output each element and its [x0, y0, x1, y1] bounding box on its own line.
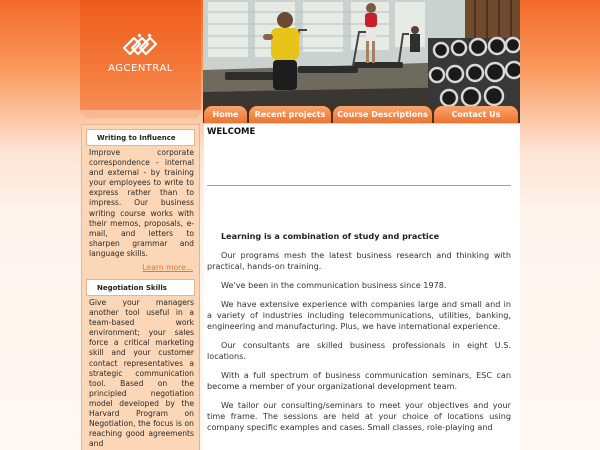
learn-more-link[interactable]: Learn more...: [142, 263, 193, 272]
nav-tab-contact-us[interactable]: Contact Us: [434, 106, 518, 123]
divider: [207, 185, 511, 186]
paragraph: With a full spectrum of business communication seminars, ESC can become a member of your organizational development team.: [207, 370, 511, 391]
sidebar-text-negotiation: Give your managers another tool useful in a team-based work environment; your sales force a critical marketing skill and your customer contact representatives a strategic communication tool. Based on the principled negotiation model developed by the Harvard Program on Negotiation, the focus is on reaching good agreements and: [89, 298, 194, 449]
sidebar: [81, 124, 200, 450]
nav-tab-home[interactable]: Home: [204, 106, 247, 123]
header-photo: [203, 0, 520, 106]
page-title: WELCOME: [207, 127, 256, 137]
paragraph: Our consultants are skilled business professionals in eight U.S. locations.: [207, 340, 511, 361]
agcentral-logo-icon: [118, 28, 162, 62]
main-content: [204, 124, 520, 450]
paragraph: Our programs mesh the latest business research and thinking with practical, hands-on training.: [207, 250, 511, 271]
nav-tab-recent-projects[interactable]: Recent projects: [249, 106, 331, 123]
gym-scene-image: [203, 0, 520, 106]
paragraph: We tailor our consulting/seminars to meet your objectives and your time frame. The sessions are held at your choice of locations using company specific examples and cases. Small classes, role-playing and: [207, 400, 511, 432]
paragraph: We've been in the communication business since 1978.: [221, 280, 447, 290]
sidebar-text-writing: Improve corporate correspondence - internal and external - by training your employees to write to express rather than to impress. Our business writing course works with their memos, proposals, e-mail, and letters to sharpen grammar and language skills.: [89, 148, 194, 258]
content-body: [207, 231, 511, 441]
sidebar-heading-writing: Writing to Influence: [86, 129, 195, 146]
logo-text: AGCENTRAL: [108, 63, 173, 74]
paragraph: We have extensive experience with companies large and small and in a variety of industries including telecommunications, utilities, banking, engineering and manufacturing. Plus, we have international experience.: [207, 299, 511, 331]
nav-tab-course-descriptions[interactable]: Course Descriptions: [333, 106, 432, 123]
logo-panel[interactable]: [80, 0, 201, 118]
sidebar-heading-negotiation: Negotiation Skills: [86, 279, 195, 296]
page: [80, 0, 520, 450]
main-nav: [203, 106, 520, 123]
lead-paragraph: Learning is a combination of study and practice: [221, 231, 440, 241]
